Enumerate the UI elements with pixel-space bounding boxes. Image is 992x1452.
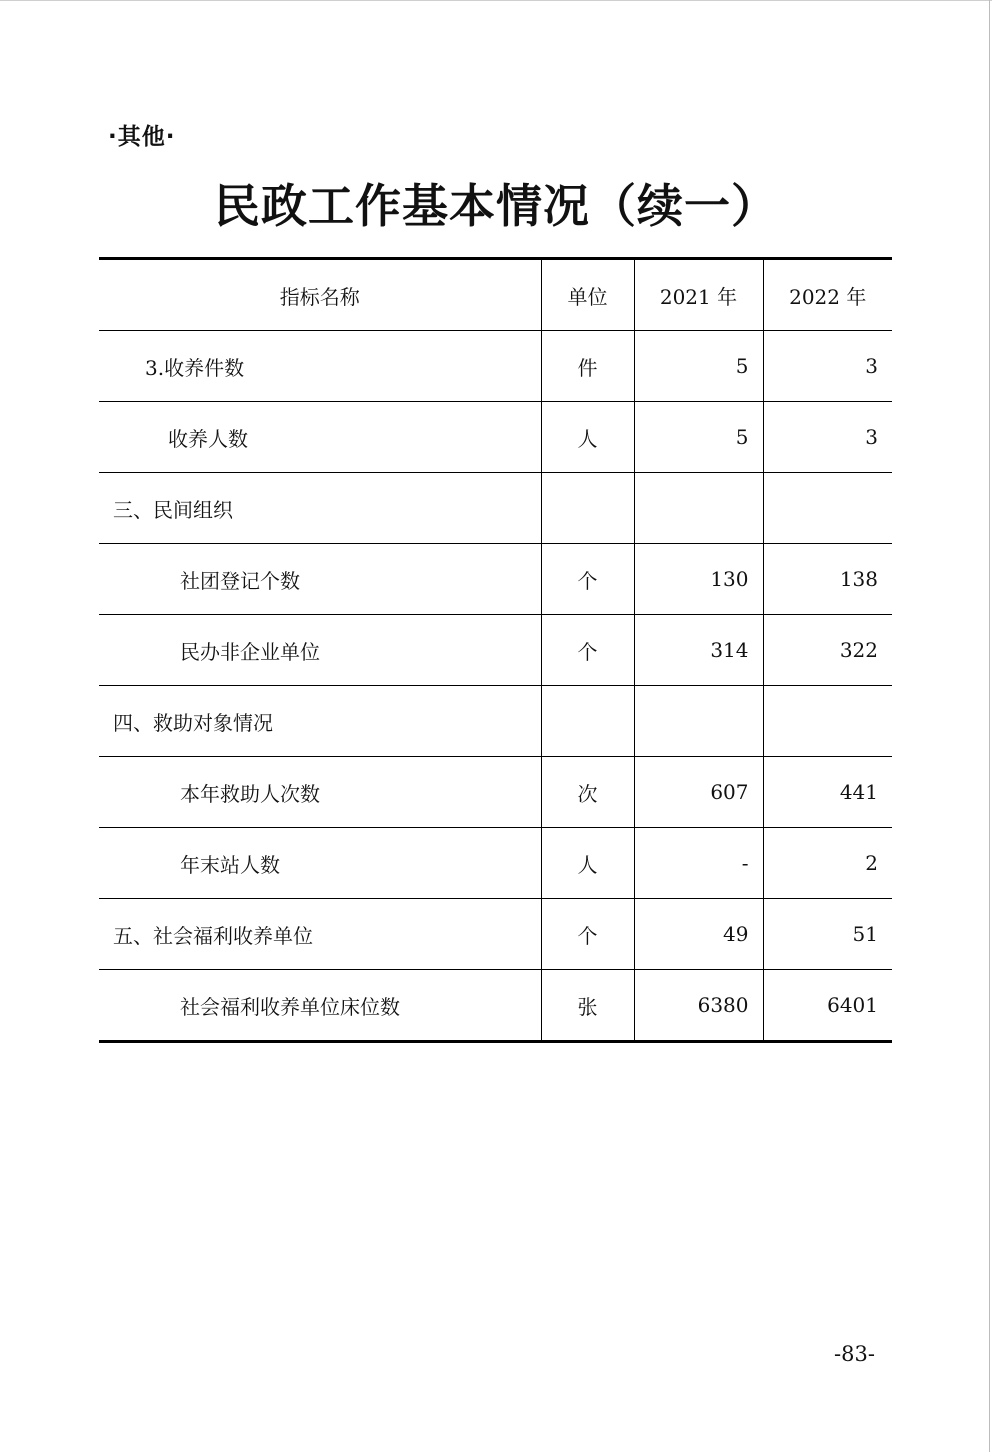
section-label: ·其他· bbox=[108, 124, 176, 150]
row-value-2021: 130 bbox=[634, 544, 763, 615]
row-indicator-name: 3.收养件数 bbox=[99, 331, 541, 402]
page-top-edge bbox=[0, 0, 992, 1]
table-row bbox=[99, 402, 892, 473]
row-value-2022: 3 bbox=[763, 402, 892, 473]
table-header-row bbox=[99, 259, 892, 331]
row-unit: 人 bbox=[541, 828, 634, 899]
row-unit: 个 bbox=[541, 544, 634, 615]
row-indicator-name: 民办非企业单位 bbox=[99, 615, 541, 686]
row-value-2022 bbox=[763, 473, 892, 544]
row-indicator-name: 年末站人数 bbox=[99, 828, 541, 899]
row-indicator-name: 四、救助对象情况 bbox=[99, 686, 541, 757]
table-row bbox=[99, 970, 892, 1042]
row-value-2022: 441 bbox=[763, 757, 892, 828]
row-unit: 次 bbox=[541, 757, 634, 828]
row-unit: 个 bbox=[541, 899, 634, 970]
row-value-2021: 49 bbox=[634, 899, 763, 970]
row-value-2021: 5 bbox=[634, 331, 763, 402]
row-value-2022 bbox=[763, 686, 892, 757]
table-row bbox=[99, 899, 892, 970]
row-unit: 张 bbox=[541, 970, 634, 1042]
header-year-2021: 2021 年 bbox=[634, 259, 763, 331]
page-number: -83- bbox=[834, 1342, 875, 1366]
row-value-2022: 3 bbox=[763, 331, 892, 402]
row-value-2021: 5 bbox=[634, 402, 763, 473]
table-row bbox=[99, 686, 892, 757]
row-value-2021: - bbox=[634, 828, 763, 899]
row-indicator-name: 收养人数 bbox=[99, 402, 541, 473]
row-unit: 个 bbox=[541, 615, 634, 686]
row-value-2021: 314 bbox=[634, 615, 763, 686]
row-value-2021 bbox=[634, 473, 763, 544]
header-year-2022: 2022 年 bbox=[763, 259, 892, 331]
row-value-2022: 322 bbox=[763, 615, 892, 686]
row-value-2022: 138 bbox=[763, 544, 892, 615]
row-value-2021: 6380 bbox=[634, 970, 763, 1042]
table-row bbox=[99, 757, 892, 828]
row-unit bbox=[541, 473, 634, 544]
statistics-table bbox=[99, 257, 892, 1043]
row-unit: 件 bbox=[541, 331, 634, 402]
table-row bbox=[99, 544, 892, 615]
row-indicator-name: 五、社会福利收养单位 bbox=[99, 899, 541, 970]
table-row bbox=[99, 331, 892, 402]
row-value-2021: 607 bbox=[634, 757, 763, 828]
row-value-2022: 6401 bbox=[763, 970, 892, 1042]
row-unit bbox=[541, 686, 634, 757]
row-indicator-name: 本年救助人次数 bbox=[99, 757, 541, 828]
row-unit: 人 bbox=[541, 402, 634, 473]
table-row bbox=[99, 828, 892, 899]
row-value-2021 bbox=[634, 686, 763, 757]
row-indicator-name: 社团登记个数 bbox=[99, 544, 541, 615]
row-indicator-name: 三、民间组织 bbox=[99, 473, 541, 544]
row-value-2022: 51 bbox=[763, 899, 892, 970]
header-unit: 单位 bbox=[541, 259, 634, 331]
header-indicator-name: 指标名称 bbox=[99, 259, 541, 331]
page-title: 民政工作基本情况（续一） bbox=[214, 179, 778, 233]
table-row bbox=[99, 473, 892, 544]
row-indicator-name: 社会福利收养单位床位数 bbox=[180, 994, 400, 1019]
table-row bbox=[99, 615, 892, 686]
row-value-2022: 2 bbox=[763, 828, 892, 899]
